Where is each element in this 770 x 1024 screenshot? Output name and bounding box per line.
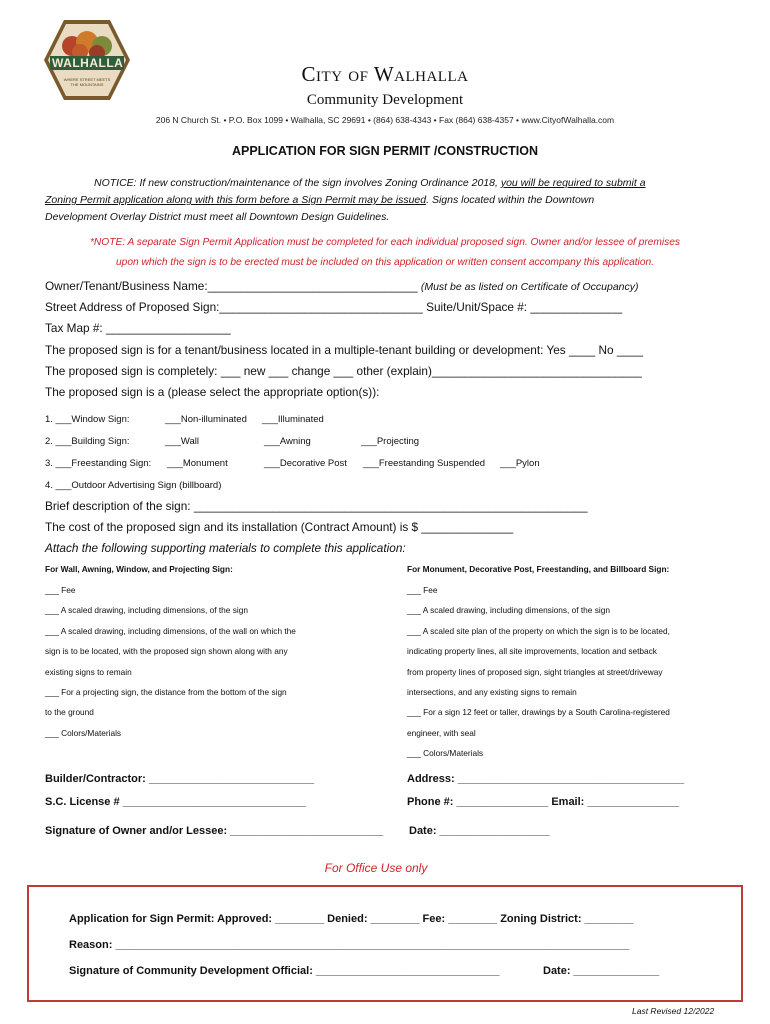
left-checklist-line: ___ A scaled drawing, including dimensions, of the wall on which the (45, 625, 296, 636)
sign-status-field[interactable]: The proposed sign is completely: ___ new ___ change ___ other (explain)________________________________ (45, 364, 642, 378)
notice-text-2: . Signs located within the Downtown (426, 194, 595, 206)
city-logo (42, 18, 132, 102)
red-note-line-2: upon which the sign is to be erected must be included on this application or written consent accompany this application. (116, 257, 654, 268)
right-checklist-line: ___ Colors/Materials (407, 748, 484, 759)
option-building-sign[interactable]: 2. ___Building Sign: (45, 436, 130, 447)
logo-subtext: WHERE STREET MEETS THE MOUNTAINS (63, 77, 111, 87)
right-checklist-line: ___ Fee (407, 585, 438, 595)
city-title: City of Walhalla (301, 62, 469, 86)
multi-tenant-field[interactable]: The proposed sign is for a tenant/business located in a multiple-tenant building or development: Yes ____ No ____ (45, 343, 644, 357)
right-column-heading: For Monument, Decorative Post, Freestanding, and Billboard Sign: (407, 564, 670, 574)
left-checklist-line: ___ For a projecting sign, the distance from the bottom of the sign (45, 687, 287, 697)
form-title: APPLICATION FOR SIGN PERMIT /CONSTRUCTION (231, 144, 539, 158)
option-monument[interactable]: ___Monument (167, 458, 228, 469)
left-checklist-line: ___ Colors/Materials (45, 727, 122, 738)
right-checklist-line: engineer, with seal (407, 727, 476, 738)
left-checklist-line: to the ground (45, 707, 94, 718)
option-window-sign[interactable]: 1. ___Window Sign: (45, 414, 130, 425)
notice-underlined-2: Zoning Permit application along with this form before a Sign Permit may be issued (45, 194, 427, 206)
license-field[interactable]: S.C. License # ______________________________ (45, 796, 307, 808)
red-note-line-1: *NOTE: A separate Sign Permit Application must be completed for each individual proposed sign. Owner and/or lessee of premises (89, 237, 681, 248)
left-checklist-line: ___ A scaled drawing, including dimensions, of the sign (45, 605, 248, 616)
sign-type-prompt: The proposed sign is a (please select the appropriate option(s)): (45, 385, 380, 399)
option-awning[interactable]: ___Awning (264, 436, 311, 447)
left-checklist-line: sign is to be located, with the proposed sign shown along with any (45, 646, 288, 657)
left-checklist-line: existing signs to remain (45, 666, 132, 677)
cost-field[interactable]: The cost of the proposed sign and its installation (Contract Amount) is $ ______________ (45, 520, 514, 534)
builder-field[interactable]: Builder/Contractor: ___________________________ (45, 773, 315, 785)
option-pylon[interactable]: ___Pylon (500, 458, 540, 469)
owner-label: Owner/Tenant/Business Name:________________________________ (45, 279, 418, 293)
brief-description-field[interactable]: Brief description of the sign: ____________________________________________________________ (45, 499, 588, 513)
street-address-field[interactable]: Street Address of Proposed Sign:_______________________________ Suite/Unit/Space #: ______________ (45, 300, 623, 314)
official-signature-line[interactable]: Signature of Community Development Official: ______________________________ (69, 965, 500, 977)
option-decorative-post[interactable]: ___Decorative Post (264, 458, 347, 469)
right-checklist-line: ___ A scaled site plan of the property on which the sign is to be located, (407, 625, 670, 636)
notice-underlined: you will be required to submit a (500, 177, 646, 189)
contact-address: 206 N Church St. • P.O. Box 1099 • Walhalla, SC 29691 • (864) 638-4343 • Fax (864) 638-4357 • www.CityofWalhalla.com (155, 115, 615, 125)
approval-line[interactable]: Application for Sign Permit: Approved: ________ Denied: ________ Fee: ________ Zoning District: ________ (69, 913, 634, 925)
notice-line-3: Development Overlay District must meet all Downtown Design Guidelines. (45, 211, 390, 223)
option-non-illuminated[interactable]: ___Non-illuminated (165, 414, 247, 425)
attach-instructions: Attach the following supporting materials to complete this application: (45, 541, 406, 555)
phone-email-field[interactable]: Phone #: _______________ Email: _______________ (407, 796, 680, 808)
option-projecting[interactable]: ___Projecting (361, 436, 420, 447)
owner-note: (Must be as listed on Certificate of Occupancy) (420, 281, 639, 293)
right-checklist-line: ___ For a sign 12 feet or taller, drawings by a South Carolina-registered (407, 707, 670, 718)
official-date-line[interactable]: Date: ______________ (543, 965, 660, 977)
left-checklist-line: ___ Fee (45, 585, 76, 595)
option-wall[interactable]: ___Wall (165, 436, 199, 447)
tax-map-field[interactable]: Tax Map #: ___________________ (45, 321, 231, 335)
logo-text: WALHALLA (52, 56, 124, 70)
office-use-box (27, 885, 743, 1002)
notice-line-2 (45, 194, 594, 206)
last-revised: Last Revised 12/2022 (632, 1006, 715, 1016)
right-checklist-line: from property lines of proposed sign, sight triangles at street/driveway (407, 666, 663, 677)
left-column-heading: For Wall, Awning, Window, and Projecting Sign: (45, 564, 233, 574)
office-use-title: For Office Use only (324, 861, 428, 875)
right-checklist-line: indicating property lines, all site improvements, location and setback (407, 646, 657, 657)
contractor-address-field[interactable]: Address: _____________________________________ (407, 773, 685, 785)
reason-line[interactable]: Reason: ____________________________________________________________________________________ (69, 939, 630, 951)
notice-text: NOTICE: If new construction/maintenance of the sign involves Zoning Ordinance 2018, (94, 177, 501, 189)
option-freestanding-suspended[interactable]: ___Freestanding Suspended (363, 458, 486, 469)
signature-date-field[interactable]: Date: __________________ (409, 825, 550, 837)
right-checklist-line: intersections, and any existing signs to remain (407, 687, 577, 697)
option-illuminated[interactable]: ___Illuminated (262, 414, 324, 425)
option-billboard[interactable]: 4. ___Outdoor Advertising Sign (billboard) (45, 480, 222, 491)
owner-field[interactable] (45, 279, 639, 293)
right-checklist-line: ___ A scaled drawing, including dimensions, of the sign (407, 605, 610, 616)
department-name: Community Development (306, 92, 464, 108)
option-freestanding-sign[interactable]: 3. ___Freestanding Sign: (45, 458, 152, 469)
notice-line-1 (94, 177, 646, 189)
owner-signature-field[interactable]: Signature of Owner and/or Lessee: _________________________ (45, 825, 384, 837)
